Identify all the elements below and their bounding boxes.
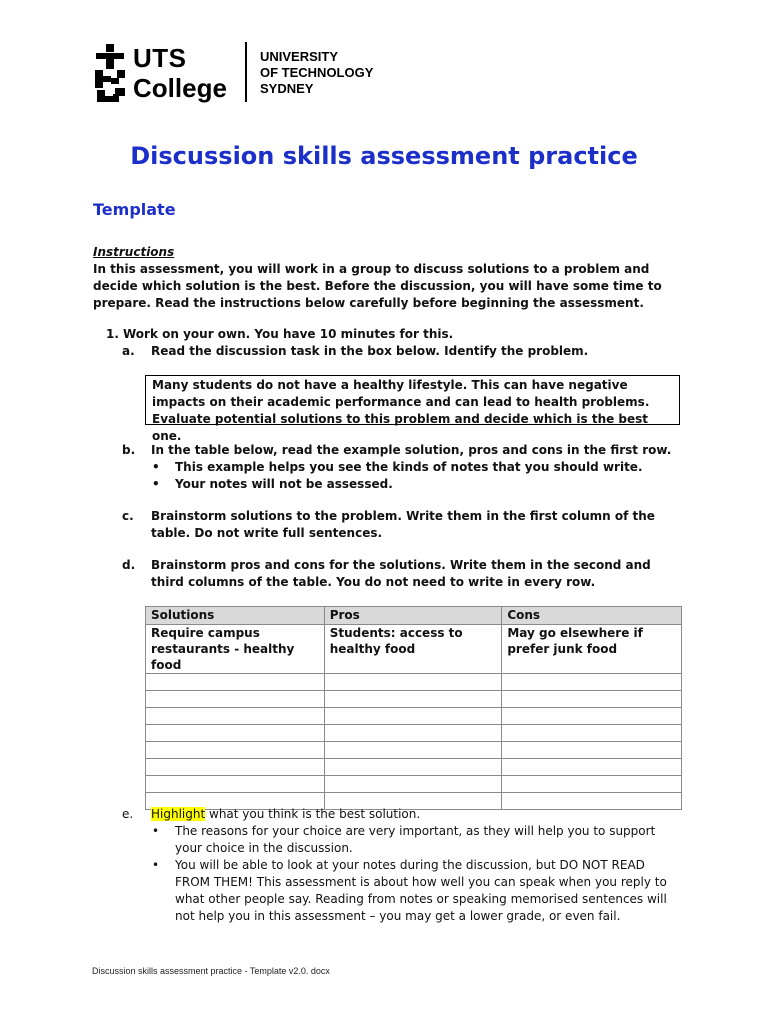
empty-cell[interactable] xyxy=(324,674,502,691)
list-item: • The reasons for your choice are very important, as they will help you to support your choice in the discussion. xyxy=(150,823,680,857)
empty-cell[interactable] xyxy=(146,674,325,691)
step-d-text: Brainstorm pros and cons for the solutions. Write them in the second and third columns of the table. You do not need to write in every row. xyxy=(151,558,651,589)
empty-cell[interactable] xyxy=(146,759,325,776)
empty-cell[interactable] xyxy=(502,708,682,725)
empty-cell[interactable] xyxy=(324,759,502,776)
header-pros: Pros xyxy=(324,607,502,625)
empty-cell[interactable] xyxy=(502,776,682,793)
page-footer: Discussion skills assessment practice - Template v2.0. docx xyxy=(92,966,330,976)
example-solution-cell: Require campus restaurants - healthy food xyxy=(146,625,325,674)
logo-university-line1: UNIVERSITY xyxy=(260,49,339,64)
empty-cell[interactable] xyxy=(502,742,682,759)
uts-college-logo xyxy=(93,42,393,104)
step-e-text-after: what you think is the best solution. xyxy=(205,807,421,821)
step-c-text: Brainstorm solutions to the problem. Write them in the first column of the table. Do not write full sentences. xyxy=(151,509,655,540)
empty-cell[interactable] xyxy=(324,776,502,793)
empty-cell[interactable] xyxy=(146,776,325,793)
instructions-heading: Instructions xyxy=(93,245,175,259)
discussion-task-box: Many students do not have a healthy lifestyle. This can have negative impacts on their academic performance and can lead to health problems. Evaluate potential solutions to this problem and decide which is the best one. xyxy=(145,375,680,425)
header-cons: Cons xyxy=(502,607,682,625)
empty-cell[interactable] xyxy=(324,708,502,725)
empty-cell[interactable] xyxy=(324,742,502,759)
example-pros-cell: Students: access to healthy food xyxy=(324,625,502,674)
page-subtitle: Template xyxy=(93,200,176,219)
empty-cell[interactable] xyxy=(324,725,502,742)
step-e-letter: e. xyxy=(122,807,134,821)
list-item: • Your notes will not be assessed. xyxy=(150,476,690,493)
step-a-letter: a. xyxy=(122,344,135,358)
table-row xyxy=(146,708,682,725)
uts-logo-icon xyxy=(93,44,127,102)
empty-cell[interactable] xyxy=(146,742,325,759)
page-title: Discussion skills assessment practice xyxy=(130,142,638,170)
logo-divider xyxy=(245,42,247,102)
empty-cell[interactable] xyxy=(502,674,682,691)
empty-cell[interactable] xyxy=(146,691,325,708)
table-row xyxy=(146,691,682,708)
table-row xyxy=(146,742,682,759)
empty-cell[interactable] xyxy=(324,691,502,708)
table-row xyxy=(146,625,682,674)
table-row xyxy=(146,776,682,793)
step-1-number: 1. xyxy=(106,327,119,341)
step-e-bullets xyxy=(150,823,680,925)
instructions-paragraph: In this assessment, you will work in a group to discuss solutions to a problem and decide which solution is the best. Before the discussion, you will have some time to prepare. Read the instructions below carefully before beginning the assessment. xyxy=(93,262,662,310)
empty-cell[interactable] xyxy=(146,725,325,742)
empty-cell[interactable] xyxy=(502,759,682,776)
empty-cell[interactable] xyxy=(502,725,682,742)
logo-university-text xyxy=(260,49,373,97)
logo-university-line2: OF TECHNOLOGY xyxy=(260,65,374,80)
table-row xyxy=(146,725,682,742)
step-e-text xyxy=(151,806,681,823)
logo-college-text: College xyxy=(133,73,227,103)
step-d-letter: d. xyxy=(122,558,136,572)
empty-cell[interactable] xyxy=(146,708,325,725)
empty-cell[interactable] xyxy=(502,691,682,708)
logo-university-line3: SYDNEY xyxy=(260,81,314,96)
example-cons-cell: May go elsewhere if prefer junk food xyxy=(502,625,682,674)
notes-table xyxy=(145,606,682,810)
highlight-word: Highlight xyxy=(151,807,206,821)
logo-uts-text: UTS xyxy=(133,43,187,73)
list-item: • You will be able to look at your notes during the discussion, but DO NOT READ FROM THEM! This assessment is about how well you can speak when you reply to what other people say. Reading from notes or speaking memorised sentences will not help you in this assessment – you may get a lower grade, or even fail. xyxy=(150,857,680,925)
table-row xyxy=(146,759,682,776)
step-b-bullets xyxy=(150,459,690,493)
step-1-text: Work on your own. You have 10 minutes for this. xyxy=(123,327,454,341)
table-header-row xyxy=(146,607,682,625)
step-c-letter: c. xyxy=(122,509,134,523)
header-solutions: Solutions xyxy=(146,607,325,625)
step-a-text: Read the discussion task in the box below. Identify the problem. xyxy=(151,344,589,358)
step-b-text: In the table below, read the example solution, pros and cons in the first row. xyxy=(151,443,672,457)
step-b-letter: b. xyxy=(122,443,136,457)
list-item: • This example helps you see the kinds of notes that you should write. xyxy=(150,459,690,476)
table-row xyxy=(146,674,682,691)
